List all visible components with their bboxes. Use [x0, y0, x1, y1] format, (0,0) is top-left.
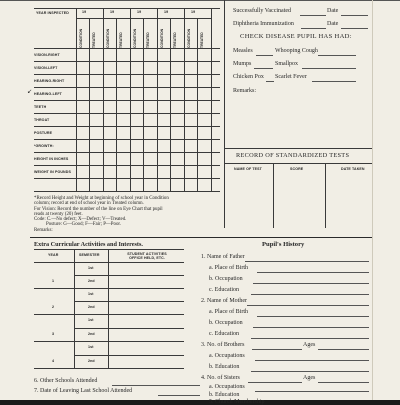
- extra-col-year: YEAR: [48, 253, 59, 257]
- section-divider: [30, 237, 372, 238]
- date-leaving-label: 7. Date of Leaving Last School Attended: [34, 388, 133, 394]
- tests-col-date: DATE TAKEN: [341, 167, 365, 171]
- extra-row-line: [74, 355, 184, 356]
- treated-header: TREATED: [146, 32, 150, 48]
- grid-line: [34, 126, 220, 127]
- grid-line: [170, 18, 171, 191]
- tests-header-line: [224, 163, 372, 164]
- extra-semester: 2nd: [88, 279, 95, 283]
- condition-header: CONDITION: [106, 28, 110, 48]
- extra-year: 2: [52, 305, 55, 309]
- history-line: [251, 338, 369, 339]
- row-label: VISION-RIGHT: [34, 53, 60, 57]
- history-line: [255, 360, 369, 361]
- grid-line: [34, 48, 220, 49]
- extra-year: 3: [52, 332, 55, 336]
- extra-col-semester: SEMESTER: [79, 253, 100, 257]
- history-line: [248, 382, 302, 383]
- history-line: [318, 382, 369, 383]
- extra-row-line: [34, 368, 184, 369]
- mumps-line: [254, 68, 273, 69]
- history-line: [318, 349, 369, 350]
- extra-semester: 2nd: [88, 359, 95, 363]
- history-line: [251, 371, 369, 372]
- chickenpox-line: [266, 81, 274, 82]
- history-line: [255, 391, 369, 392]
- year-prefix: 19: [82, 10, 87, 14]
- tests-col-name: NAME OF TEST: [234, 167, 262, 171]
- row-label: HEARING-LEFT: [34, 92, 62, 96]
- history-heading: Pupil's History: [262, 241, 305, 248]
- brothers-ages-label: Ages: [303, 342, 316, 348]
- extra-row-line: [34, 314, 184, 315]
- extra-row-line: [74, 301, 184, 302]
- history-item: b. Occupation: [209, 320, 243, 326]
- extra-semester: 2nd: [88, 305, 95, 309]
- year-prefix: 19: [191, 10, 196, 14]
- row-label: HEARING-RIGHT: [34, 79, 65, 83]
- extra-semester: 1st: [88, 266, 94, 270]
- diphtheria-date-line: [341, 28, 368, 29]
- extra-year: 4: [52, 359, 55, 363]
- tests-top-line: [224, 148, 372, 149]
- center-divider: [224, 0, 225, 228]
- mumps-label: Mumps: [233, 61, 252, 67]
- vaccinated-label: Successfully Vaccinated: [233, 8, 292, 14]
- year-prefix: 19: [110, 10, 115, 14]
- note-line: column; record at end of school year in Treated column.: [34, 201, 144, 206]
- row-label: POSTURE: [34, 131, 53, 135]
- date-leaving-line: [158, 395, 200, 396]
- grid-line: [34, 152, 220, 153]
- grid-line: [143, 18, 144, 191]
- condition-header: CONDITION: [79, 28, 83, 48]
- history-item: a. Place of Birth: [209, 309, 248, 315]
- notes-remarks-label: Remarks:: [34, 228, 53, 233]
- history-item: a. Place of Birth: [209, 265, 248, 271]
- extra-col-line: [74, 249, 75, 368]
- note-line: Code: C.—No defect; X—Defect; V—Treated.: [34, 217, 127, 222]
- treated-header: TREATED: [92, 32, 96, 48]
- grid-line: [34, 74, 220, 75]
- grid-line: [76, 18, 211, 19]
- extra-semester: 1st: [88, 318, 94, 322]
- grid-line: [34, 178, 220, 179]
- scarlet-label: Scarlet Fever: [275, 74, 307, 80]
- extra-col-line: [108, 249, 109, 368]
- condition-header: CONDITION: [160, 28, 164, 48]
- condition-header: CONDITION: [133, 28, 137, 48]
- extra-year: 1: [52, 279, 55, 283]
- diphtheria-date-label: Date: [327, 21, 339, 27]
- disease-heading: CHECK DISEASE PUPIL HAS HAD:: [240, 33, 352, 40]
- history-line: [251, 294, 369, 295]
- pen-mark-icon: ↙: [27, 88, 33, 95]
- row-label: HEIGHT IN INCHES: [34, 157, 69, 161]
- history-item: 5. Church Membership: [209, 399, 265, 405]
- history-item: c. Education: [209, 287, 239, 293]
- note-line: *Record Height and Weight at beginning of school year in Condition: [34, 196, 169, 201]
- extra-semester: 1st: [88, 345, 94, 349]
- history-item: c. Education: [209, 331, 239, 337]
- tests-col-line: [273, 163, 274, 228]
- scarlet-line: [312, 81, 356, 82]
- history-item: 3. No. of Brothers: [201, 342, 245, 348]
- history-line: [247, 305, 369, 306]
- disease-remarks-label: Remarks:: [233, 88, 256, 94]
- whooping-label: Whooping Cough: [275, 48, 318, 54]
- grid-line: [197, 18, 198, 191]
- row-label: THROAT: [34, 118, 50, 122]
- year-prefix: 19: [137, 10, 142, 14]
- chickenpox-label: Chicken Pox: [233, 74, 264, 80]
- treated-header: TREATED: [119, 32, 123, 48]
- history-item: b. Education: [209, 392, 240, 398]
- history-line: [253, 283, 369, 284]
- extra-semester: 2nd: [88, 332, 95, 336]
- vaccinated-date-label: Date: [327, 8, 339, 14]
- grid-line: [34, 87, 220, 88]
- row-label: *GROWTH:: [34, 144, 54, 148]
- history-item: a. Occupations: [209, 353, 245, 359]
- history-item: a. Occupations: [209, 384, 245, 390]
- grid-line: [116, 18, 117, 191]
- diphtheria-label: Diphtheria Immunization: [233, 21, 294, 27]
- note-line: Posture: G—Good; F—Fair; P—Poor.: [46, 222, 121, 227]
- grid-line: [34, 113, 220, 114]
- grid-line: [157, 8, 158, 191]
- grid-line: [89, 18, 90, 191]
- other-schools-label: 6. Other Schools Attended: [34, 378, 98, 384]
- smallpox-label: Smallpox: [275, 61, 299, 67]
- grid-line: [34, 165, 220, 166]
- grid-line: [34, 100, 220, 101]
- grid-line: [34, 61, 220, 62]
- row-label: TEETH: [34, 105, 47, 109]
- measles-line: [256, 55, 273, 56]
- grid-line: [76, 8, 77, 191]
- note-line: reads at twenty (20) feet.: [34, 212, 83, 217]
- grid-line: [184, 8, 185, 191]
- history-line: [253, 327, 369, 328]
- history-item: 4. No. of Sisters: [201, 375, 240, 381]
- year-inspected-label: YEAR INSPECTED: [36, 11, 69, 15]
- grid-line: [34, 191, 220, 192]
- condition-header: CONDITION: [187, 28, 191, 48]
- smallpox-line: [302, 68, 356, 69]
- top-border: [0, 0, 400, 1]
- diphtheria-line: [301, 28, 326, 29]
- extra-row-line: [34, 288, 184, 289]
- history-line: [245, 261, 369, 262]
- sisters-ages-label: Ages: [303, 375, 316, 381]
- extra-top-line: [34, 249, 184, 250]
- grid-line: [103, 8, 104, 191]
- extra-row-line: [34, 341, 184, 342]
- treated-header: TREATED: [173, 32, 177, 48]
- other-schools-line: [112, 385, 200, 386]
- table-top-line: [34, 8, 220, 9]
- tests-col-score: SCORE: [290, 167, 304, 171]
- extra-col-activities: STUDENT ACTIVITIES OFFICE HELD, ETC.: [127, 252, 167, 260]
- grid-line: [130, 8, 131, 191]
- tests-col-line: [325, 163, 326, 228]
- whooping-line: [318, 55, 356, 56]
- row-label: WEIGHT IN POUNDS: [34, 170, 71, 174]
- history-item: b. Occupation: [209, 276, 243, 282]
- year-prefix: 19: [164, 10, 169, 14]
- extra-semester: 1st: [88, 292, 94, 296]
- tests-heading: RECORD OF STANDARDIZED TESTS: [236, 152, 350, 159]
- history-item: 2. Name of Mother: [201, 298, 247, 304]
- measles-label: Measles: [233, 48, 253, 54]
- history-item: 1. Name of Father: [201, 254, 245, 260]
- vaccinated-line: [300, 15, 326, 16]
- extra-header-line: [34, 262, 184, 263]
- extra-row-line: [74, 328, 184, 329]
- history-line: [252, 349, 302, 350]
- history-item: b. Education: [209, 364, 240, 370]
- grid-line: [34, 139, 220, 140]
- row-label: VISION-LEFT: [34, 66, 58, 70]
- treated-header: TREATED: [200, 32, 204, 48]
- history-line: [257, 272, 369, 273]
- card-edge: [372, 0, 373, 400]
- extra-heading: Extra Curricular Activities and Interests.: [34, 241, 143, 248]
- history-line: [257, 316, 369, 317]
- grid-line: [211, 8, 212, 191]
- extra-row-line: [74, 275, 184, 276]
- vaccinated-date-line: [341, 15, 368, 16]
- note-line: For Vision: Record the number of the line on Eye Chart that pupil: [34, 207, 163, 212]
